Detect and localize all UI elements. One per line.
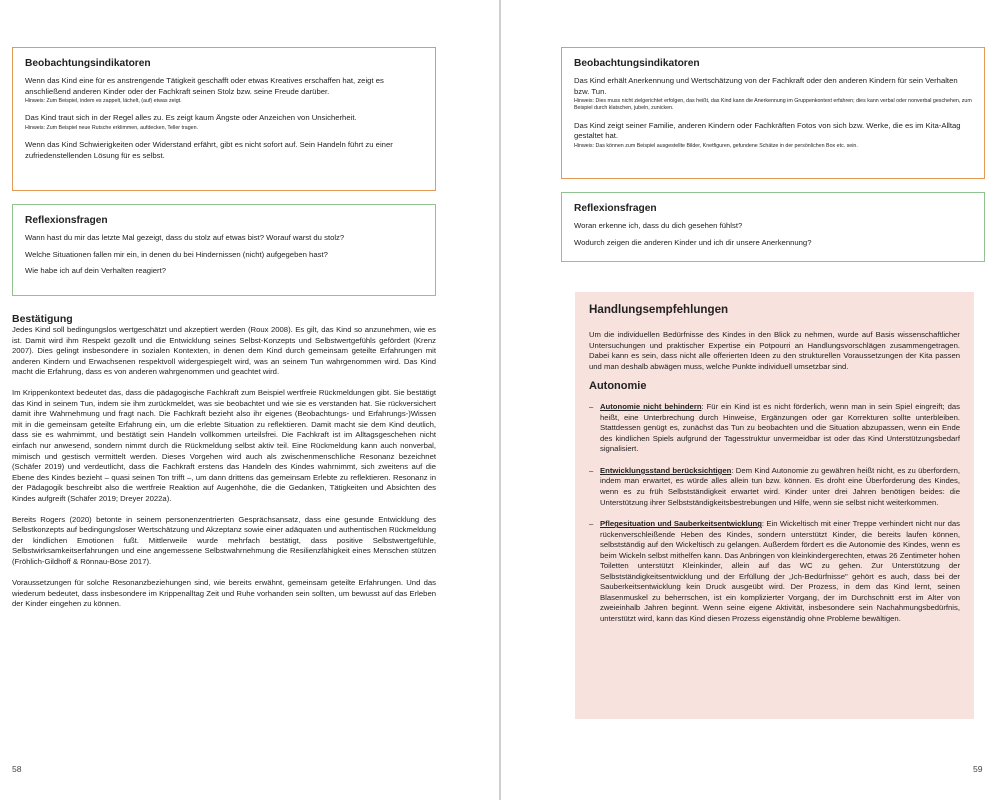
indicator-note: Hinweis: Zum Beispiel, indem es zappelt, lächelt, (auf) etwas zeigt.	[25, 98, 182, 105]
recommendation-term: Entwicklungsstand berücksichtigen	[600, 465, 732, 475]
recommendation-term: Autonomie nicht behindern	[600, 402, 702, 412]
reflection-question: Wie habe ich auf dein Verhalten reagiert?	[25, 266, 167, 276]
observation-indicators-box	[12, 47, 436, 191]
recommendation-text: : Ein Wickeltisch mit einer Treppe verhindert nicht nur das rückenverschleißende Heben des Kindes, sondern unterstützt Kinder, die bereits laufen können, selbstständig auf den Wickeltisch zu gelangen. Außerdem fördert es die Autonomie des Kindes, wenn es beim Wickeln selbst mithelfen kann. Das Anbringen von kleinkindergerechten, etwas 26 Zentimeter hohen Toiletten unterstützt Kleinkinder, allein auf das WC zu gehen. Zur Unterstützung der Selbstständigkeitsentwicklung und der Erfüllung der „Ich-Bedürfnisse" gehört es auch, dass bei der Sauberkeitsentwicklung kein Druck ausgeübt wird. Der Prozess, in dem das Kind lernt, seinen Blasenmuskel zu beherrschen, ist ein komplizierter Vorgang, der im Durchschnitt erst im Alter von zweieinhalb Jahren beginnt. Wenn seine eigene Aktivität, insbesondere sein Nachahmungsbedürfnis, unterstützt wird, kann das Kind diesen Prozess eigenständig ohne Probleme bewältigen.	[600, 519, 960, 624]
body-paragraph: Bereits Rogers (2020) betonte in seinem personenzentrierten Gesprächsansatz, dass eine gesunde Entwicklung des Selbstkonzepts auf bedingungsloser Wertschätzung und Akzeptanz sowie einer adäquaten und authentischen Rückmeldung der kindlichen Emotionen fußt. Mittlerweile wurde mehrfach bestätigt, dass positive Selbstwertgefühle, Selbstwirksamkeitserfahrungen und eine angemessene Selbstwahrnehmung die Resilienzfähigkeit eines Menschen stützen (Fröhlich-Gildhoff & Rönnau-Böse 2017).	[12, 514, 436, 566]
reflection-questions-box	[12, 204, 436, 296]
indicator-note: Hinweis: Dies muss nicht zielgerichtet erfolgen, das heißt, das Kind kann die Anerkennung im Gruppenkontext erfahren; dies kann verbal oder nonverbal geschehen, zum Beispiel durch klatschen, jubeln, zunicken.	[574, 98, 972, 112]
observation-indicators-box	[561, 47, 985, 179]
recommendations-subtitle: Autonomie	[589, 380, 647, 393]
recommendation-term: Pflegesituation und Sauberkeitsentwicklung	[600, 519, 762, 529]
indicator-text: Wenn das Kind Schwierigkeiten oder Widerstand erfährt, gibt es nicht sofort auf. Sein Handeln führt zu einer zufriedenstellenden Lösung für es selbst.	[25, 140, 393, 160]
reflection-question: Wodurch zeigen die anderen Kinder und ich dir unsere Anerkennung?	[574, 237, 812, 247]
left-page	[0, 0, 499, 800]
body-paragraph: Voraussetzungen für solche Resonanzbeziehungen sind, wie bereits erwähnt, gemeinsam geteilte Erfahrungen. Und das wiederum bedeutet, dass insbesondere im Krippenalltag Zeit und Ruhe vorhanden sein sollten, um bewusst auf das Erleben der Kinder eingehen zu können.	[12, 577, 436, 609]
box-title: Reflexionsfragen	[25, 215, 108, 226]
recommendation-text: : Für ein Kind ist es nicht förderlich, wenn man in sein Spiel eingreift; das heißt, eine Unterbrechung durch Hinweise, Ergänzungen oder gar Korrekturen sollte unterbleiben. Stattdessen genügt es, zunächst das Tun zu beobachten und die Situation abzupassen, wenn ein Ende des kindlichen Spiels aufgrund der Tagesstruktur unvermeidbar ist oder das Kind Unterstützungsbedarf signalisiert.	[600, 402, 961, 454]
indicator-text: Das Kind erhält Anerkennung und Wertschätzung von der Fachkraft oder den anderen Kindern für sein Verhalten bzw. Tun.	[574, 76, 958, 96]
reflection-questions-box	[561, 192, 985, 262]
body-paragraph: Jedes Kind soll bedingungslos wertgeschätzt und akzeptiert werden (Roux 2008). Es gilt, das Kind so anzunehmen, wie es ist. Damit wird ihm Respekt gezollt und die Entwicklung seines Selbst-Konzepts und Selbstwertgefühls gefördert (Krenz 2007). Dies gelingt insbesondere in sozialen Kontexten, in denen dem Kind durch gemeinsam geteilte Erfahrungen mit anderen Kindern und Erwachsenen respektvoll widergespiegelt wird, was an seinem Tun wahrgenommen wird. Das Kind macht die Erfahrung, dass es von anderen wahrgenommen und geachtet wird.	[12, 325, 436, 377]
indicator-text: Das Kind traut sich in der Regel alles zu. Es zeigt kaum Ängste oder Anzeichen von Unsicherheit.	[25, 113, 357, 123]
recommendation-item	[589, 519, 960, 624]
list-dash: –	[589, 402, 594, 412]
section-heading: Bestätigung	[12, 313, 73, 325]
indicator-text: Das Kind zeigt seiner Familie, anderen Kindern oder Fachkräften Fotos von sich bzw. Werke, die es im Kita-Alltag gestaltet hat.	[574, 120, 961, 141]
recommendation-text: : Dem Kind Autonomie zu gewähren heißt nicht, es zu überfordern, indem man erwartet, es würde alles allein tun bzw. können. Es droht eine Überforderung des Kindes, wenn es zu früh Selbstständigkeit erwartet wird. Kinder unter drei Jahren benötigen beides: die Unterstützung ihrer Selbstständigkeitsbestrebungen und Hilfe, wenn sie selbst nicht weiterkommen.	[600, 465, 960, 507]
section-body	[12, 325, 436, 620]
indicator-text: Wenn das Kind eine für es anstrengende Tätigkeit geschafft oder etwas Kreatives erschaffen hat, zeigt es anschließend anderen Kinder oder der Fachkraft seinen Stolz bzw. seine Freude darüber.	[25, 76, 384, 96]
list-dash: –	[589, 465, 594, 475]
reflection-question: Wann hast du mir das letzte Mal gezeigt, dass du stolz auf etwas bist? Worauf warst du stolz?	[25, 233, 345, 242]
box-title: Beobachtungsindikatoren	[25, 58, 151, 69]
box-title: Reflexionsfragen	[574, 203, 657, 214]
recommendations-intro: Um die individuellen Bedürfnisse des Kindes in den Blick zu nehmen, wurde auf Basis wissenschaftlicher Untersuchungen und praktischer Expertise ein Potpourri an Handlungsvorschlägen zusammengetragen. Dabei kann es sein, dass nicht alle offerierten Ideen zu den strukturellen Voraussetzungen der Kita passen und man deshalb abwägen muss, welche Punkte individuell umsetzbar sind.	[589, 330, 960, 371]
recommendations-panel	[575, 292, 974, 719]
recommendations-list	[589, 402, 960, 624]
recommendations-title: Handlungsempfehlungen	[589, 303, 729, 316]
indicator-note: Hinweis: Das können zum Beispiel ausgestellte Bilder, Knetfiguren, gefundene Schätze in der persönlichen Box etc. sein.	[574, 142, 858, 149]
right-page	[501, 0, 1000, 800]
reflection-question: Woran erkenne ich, dass du dich gesehen fühlst?	[574, 221, 743, 230]
reflection-question: Welche Situationen fallen mir ein, in denen du bei Hindernissen (nicht) aufgegeben hast?	[25, 249, 328, 259]
indicator-note: Hinweis: Zum Beispiel neue Rutsche erklimmen, aufdecken, Teller tragen.	[25, 125, 199, 132]
box-title: Beobachtungsindikatoren	[574, 58, 700, 69]
list-dash: –	[589, 519, 594, 529]
body-paragraph: Im Krippenkontext bedeutet das, dass die pädagogische Fachkraft zum Beispiel wertfreie Rückmeldungen gibt. Sie bestätigt das Kind in seinem Tun, indem sie ihm zurückmeldet, was sie beobachtet und wie sie es verstanden hat. Sie rückversichert damit ihre Wahrnehmung und fragt nach. Die Fachkraft bezieht also ihr eigenes (Beobachtungs- und Erfahrungs-)Wissen mit in die gemeinsam geteilte Erfahrung ein, um die erlebte Situation zu reflektieren. Damit macht sie dem Kind deutlich, dass sie es wahrnimmt, und bestätigt sein Handeln vollkommen urteilsfrei. Die Fachkraft ist im Alltagsgeschehen nicht einfach nur anwesend, sondern nimmt durch die Rückmeldung selbst aktiv teil. Eine Rückmeldung kann auch nonverbal, mimisch und gestisch vermittelt werden. Dieses Vorgehen wird auch als zwischenmenschliche Resonanz bezeichnet (Schäfer 2019) und verdeutlicht, dass die Fachkraft erstens das Handeln des Kindes wahrnimmt, sich zweitens auf die Ebene des Kindes bezieht – quasi seinen Ton trifft –, um dann drittens das gemeinsam Erlebte zu reflektieren. Resonanz in der Pädagogik beschreibt also die wertfreie Reaktion auf Augenhöhe, die die Gedanken, Tätigkeiten und Absichten des Kindes aufgreift (Schäfer 2019; Dreyer 2022a).	[12, 388, 436, 503]
recommendation-item	[589, 402, 960, 455]
recommendation-item	[589, 466, 960, 508]
page-number: 58	[12, 764, 22, 774]
page-number: 59	[973, 764, 983, 774]
